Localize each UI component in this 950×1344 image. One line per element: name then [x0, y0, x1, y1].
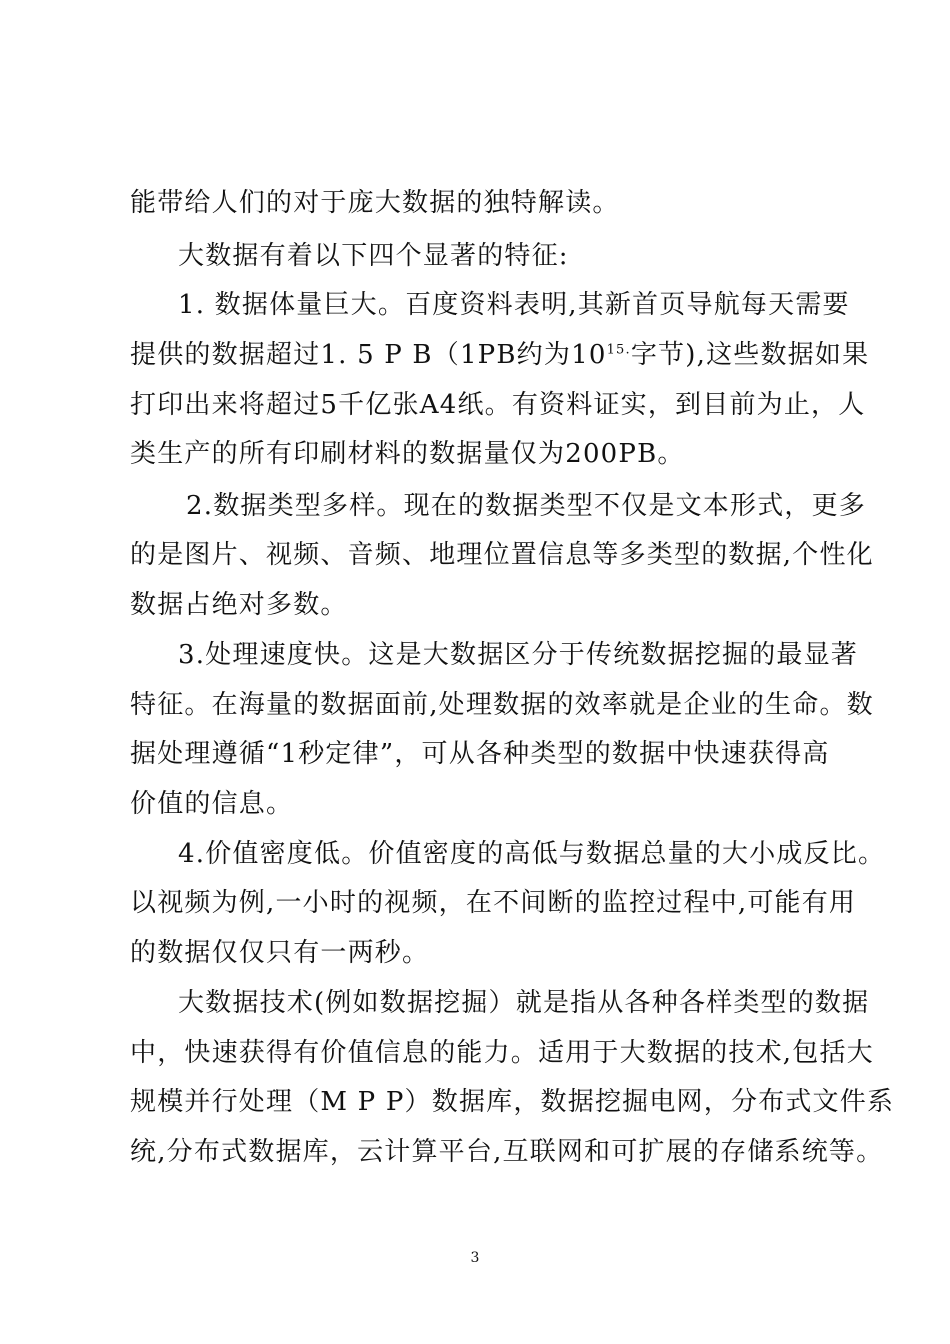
text-line: 能带给人们的对于庞大数据的独特解读。: [130, 188, 620, 218]
text-segment: 字节),这些数据如果: [630, 340, 870, 370]
superscript: 15.: [606, 342, 631, 358]
text-segment: 提供的数据超过1. 5 P B（1PB约为10: [130, 340, 607, 370]
text-line: 据处理遵循“1秒定律”，可从各种类型的数据中快速获得高: [130, 739, 830, 769]
text-line: 特征。在海量的数据面前,处理数据的效率就是企业的生命。数: [130, 690, 874, 720]
text-line: 数据占绝对多数。: [130, 590, 348, 620]
text-line: 大数据技术(例如数据挖掘）就是指从各种各样类型的数据: [178, 988, 870, 1018]
text-line: 的是图片、视频、音频、地理位置信息等多类型的数据,个性化: [130, 540, 874, 570]
text-line: 以视频为例,一小时的视频，在不间断的监控过程中,可能有用: [130, 888, 857, 918]
text-line: 大数据有着以下四个显著的特征:: [178, 241, 569, 271]
text-line: 3.处理速度快。这是大数据区分于传统数据挖掘的最显著: [178, 640, 859, 670]
text-line: 中，快速获得有价值信息的能力。适用于大数据的技术,包括大: [130, 1038, 874, 1068]
text-line: [130, 338, 869, 372]
text-line: 打印出来将超过5千亿张A4纸。有资料证实，到目前为止，人: [130, 390, 866, 420]
page-number: 3: [470, 1250, 480, 1266]
text-line: 价值的信息。: [130, 789, 294, 819]
text-line: 1. 数据体量巨大。百度资料表明,其新首页导航每天需要: [178, 290, 850, 320]
text-line: 4.价值密度低。价值密度的高低与数据总量的大小成反比。: [178, 839, 886, 869]
text-line: 类生产的所有印刷材料的数据量仅为200PB。: [130, 439, 685, 469]
text-line: 的数据仅仅只有一两秒。: [130, 938, 430, 968]
text-line: 2.数据类型多样。现在的数据类型不仅是文本形式，更多: [186, 491, 867, 521]
text-line: 统,分布式数据库，云计算平台,互联网和可扩展的存储系统等。: [130, 1137, 884, 1167]
text-line: 规模并行处理（M P P）数据库，数据挖掘电网，分布式文件系: [130, 1087, 895, 1117]
